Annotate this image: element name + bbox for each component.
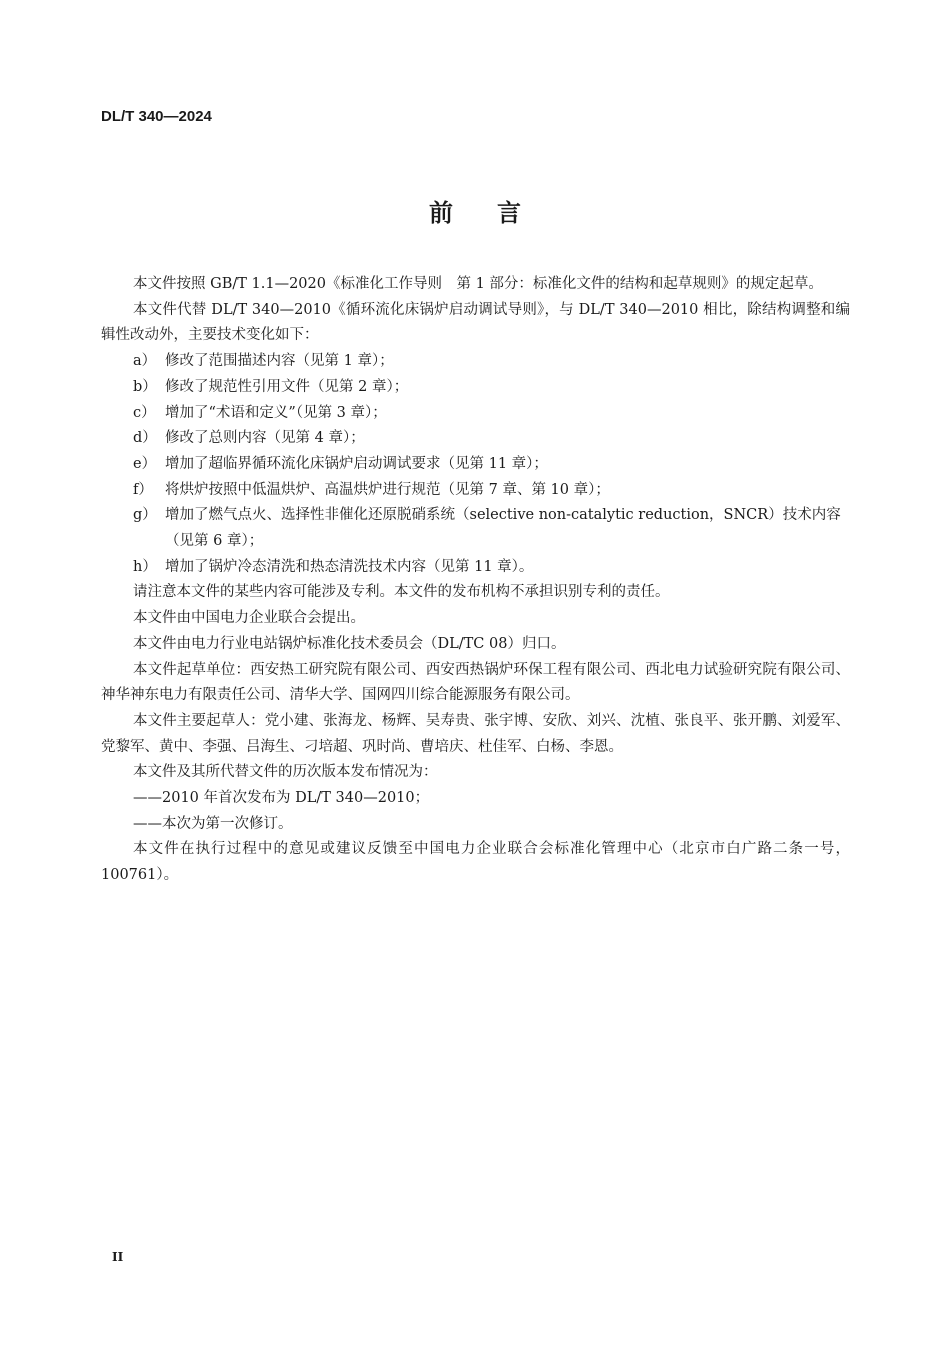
paragraph-replacement: 本文件代替 DL/T 340—2010《循环流化床锅炉启动调试导则》，与 DL/T 340—2010 相比，除结构调整和编辑性改动外，主要技术变化如下：	[101, 301, 850, 344]
list-item-text: 增加了燃气点火、选择性非催化还原脱硝系统（selective non-catalytic reduction，SNCR）技术内容（见第 6 章）；	[165, 507, 841, 550]
list-item-text: 修改了总则内容（见第 4 章）；	[165, 430, 365, 447]
list-marker: b）	[133, 378, 157, 395]
list-marker: c）	[133, 404, 156, 421]
list-item-text: 增加了锅炉冷态清洗和热态清洗技术内容（见第 11 章）。	[165, 558, 534, 575]
list-item	[101, 349, 850, 375]
list-marker: g）	[133, 507, 157, 524]
list-marker: e）	[133, 455, 157, 472]
list-item	[101, 503, 850, 554]
paragraph-committee: 本文件由电力行业电站锅炉标准化技术委员会（DL/TC 08）归口。	[133, 635, 566, 652]
list-item-text: 修改了范围描述内容（见第 1 章）；	[165, 353, 394, 370]
paragraph-proposer: 本文件由中国电力企业联合会提出。	[133, 610, 365, 627]
page-title: 前言	[429, 199, 565, 227]
standard-code: DL/T 340—2024	[101, 108, 212, 125]
history-item: ——2010 年首次发布为 DL/T 340—2010；	[133, 790, 430, 807]
paragraph-drafters: 本文件主要起草人：党小建、张海龙、杨辉、吴寿贵、张宇博、安欣、刘兴、沈植、张良平、张开鹏、刘爱军、党黎军、黄中、李强、吕海生、刁培超、巩时尚、曹培庆、杜佳军、白杨、李恩。	[101, 712, 850, 755]
list-marker: d）	[133, 430, 157, 447]
list-marker: h）	[133, 558, 157, 575]
paragraph-drafting-basis: 本文件按照 GB/T 1.1—2020《标准化工作导则 第 1 部分：标准化文件的结构和起草规则》的规定起草。	[133, 276, 823, 292]
list-item-text: 修改了规范性引用文件（见第 2 章）；	[165, 378, 409, 395]
changes-list	[101, 349, 850, 580]
list-item	[101, 375, 850, 401]
list-item	[101, 478, 850, 504]
list-item	[101, 426, 850, 452]
list-item	[101, 401, 850, 427]
document-body	[101, 272, 850, 889]
list-item-text: 增加了超临界循环流化床锅炉启动调试要求（见第 11 章）；	[165, 455, 548, 472]
list-marker: f）	[133, 481, 153, 498]
paragraph-drafting-units: 本文件起草单位：西安热工研究院有限公司、西安西热锅炉环保工程有限公司、西北电力试验研究院有限公司、神华神东电力有限责任公司、清华大学、国网四川综合能源服务有限公司。	[101, 661, 850, 704]
page-number: II	[112, 1250, 124, 1264]
list-item-text: 增加了“术语和定义”（见第 3 章）；	[165, 404, 387, 421]
paragraph-feedback: 本文件在执行过程中的意见或建议反馈至中国电力企业联合会标准化管理中心（北京市白广路二条一号，100761）。	[101, 841, 850, 884]
paragraph-history-intro: 本文件及其所代替文件的历次版本发布情况为：	[133, 764, 438, 781]
list-marker: a）	[133, 353, 157, 370]
list-item	[101, 555, 850, 581]
list-item-text: 将烘炉按照中低温烘炉、高温烘炉进行规范（见第 7 章、第 10 章）；	[165, 481, 610, 498]
list-item	[101, 452, 850, 478]
paragraph-patent-notice: 请注意本文件的某些内容可能涉及专利。本文件的发布机构不承担识别专利的责任。	[133, 584, 670, 601]
history-item: ——本次为第一次修订。	[133, 815, 293, 832]
